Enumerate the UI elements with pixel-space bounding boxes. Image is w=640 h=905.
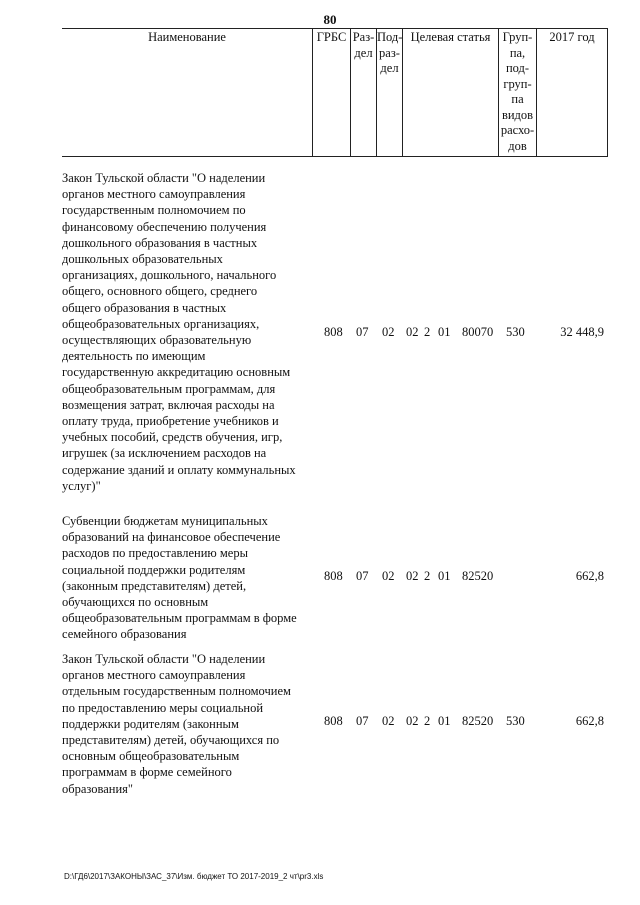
- header-podrazdel-cell: [376, 28, 402, 156]
- header-target-cell: [402, 28, 498, 156]
- row-1-line: дошкольных образовательных: [62, 252, 223, 267]
- row-1-grbs: 808: [324, 325, 343, 339]
- row-2-grbs: 808: [324, 569, 343, 583]
- header-name-cell: [62, 28, 312, 156]
- row-3-grbs: 808: [324, 714, 343, 728]
- row-3-razdel: 07: [356, 714, 369, 728]
- row-1-podrazdel: 02: [382, 325, 395, 339]
- row-1-line: финансовому обеспечению получения: [62, 219, 267, 234]
- row-1-line: государственную аккредитацию основным: [62, 365, 291, 380]
- header-group-cell: [498, 28, 536, 156]
- row-1-line: общего образования в частных: [62, 300, 227, 315]
- row-1-name: [62, 170, 310, 494]
- row-2-line: общеобразовательным программам в форме: [62, 611, 297, 626]
- row-3-podrazdel: 02: [382, 714, 395, 728]
- row-1-line: оплату труда, приобретение учебников и: [62, 414, 279, 429]
- row-3-line: Закон Тульской области "О наделении: [62, 652, 266, 666]
- header-year-cell: [536, 28, 608, 156]
- header-razdel-1: Раз-: [352, 30, 375, 44]
- row-3-cs1: 02: [406, 714, 419, 728]
- table-row: [62, 651, 612, 801]
- row-3-line: представителям) детей, обучающихся по: [62, 733, 280, 748]
- row-1-line: органов местного самоуправления: [62, 187, 246, 202]
- table-row: [62, 513, 612, 643]
- header-grbs: ГРБС: [316, 30, 347, 44]
- row-3-cs2: 2: [424, 714, 431, 728]
- row-1-line: деятельность по имеющим: [62, 349, 206, 364]
- row-1-cs1: 02: [406, 325, 419, 339]
- row-2-razdel: 07: [356, 569, 369, 583]
- row-2-cs3: 01: [438, 569, 451, 583]
- row-1-line: общего, основного общего, среднего: [62, 284, 258, 299]
- row-2-line: (законным представителям) детей,: [62, 578, 247, 593]
- row-3-cs3: 01: [438, 714, 451, 728]
- row-1-amount: 32 448,9: [560, 325, 604, 339]
- row-3-cs4: 82520: [462, 714, 494, 728]
- header-group-7: расхо-: [500, 123, 535, 137]
- row-3-amount: 662,8: [575, 714, 604, 728]
- row-2-podrazdel: 02: [382, 569, 395, 583]
- row-2-line: образований на финансовое обеспечение: [62, 530, 281, 545]
- header-group-5: па: [511, 92, 524, 106]
- header-target: Целевая статья: [410, 30, 491, 44]
- row-1-line: игрушек (за исключением расходов на: [62, 446, 267, 461]
- header-group-1: Груп-: [502, 30, 533, 44]
- row-2-amount: 662,8: [575, 569, 604, 583]
- row-3-line: отдельным государственным полномочием: [62, 684, 291, 699]
- page-number: 80: [323, 12, 337, 27]
- row-2-cs2: 2: [424, 569, 431, 583]
- header-group-8: дов: [508, 138, 527, 153]
- header-podrazdel-1: Под-: [377, 30, 403, 44]
- header-bottom-border: [62, 156, 608, 157]
- header-group-3: под-: [505, 61, 530, 75]
- row-1-line: Закон Тульской области "О наделении: [62, 171, 266, 185]
- row-2-cs1: 02: [406, 569, 419, 583]
- row-2-cs4: 82520: [462, 569, 494, 583]
- table-header: [62, 28, 608, 156]
- header-group-6: видов: [501, 107, 534, 122]
- table-row: [62, 170, 612, 500]
- row-1-razdel: 07: [356, 325, 369, 339]
- row-2-line: Субвенции бюджетам муниципальных: [62, 514, 268, 528]
- row-1-line: осуществляющих образовательную: [62, 333, 252, 348]
- row-1-line: организациях, дошкольного, начального: [62, 268, 277, 283]
- row-3-line: органов местного самоуправления: [62, 668, 246, 683]
- row-2-line: расходов по предоставлению меры: [62, 546, 248, 561]
- row-1-line: общеобразовательным программам, для: [62, 381, 276, 396]
- row-1-line: возмещения затрат, включая расходы на: [62, 397, 275, 412]
- header-razdel-cell: [350, 28, 376, 156]
- row-1-cs2: 2: [424, 325, 431, 339]
- row-1-cs3: 01: [438, 325, 451, 339]
- row-3-line: по предоставлению меры социальной: [62, 700, 264, 715]
- header-podrazdel-3: дел: [380, 61, 399, 75]
- row-1-group: 530: [506, 325, 525, 339]
- row-3-line: поддержки родителям (законным: [62, 716, 239, 731]
- row-1-line: учебных пособий, средств обучения, игр,: [62, 430, 283, 445]
- row-1-line: содержание зданий и оплату коммунальных: [62, 462, 296, 477]
- header-group-2: па,: [509, 45, 526, 60]
- row-2-line: семейного образования: [62, 627, 187, 642]
- row-1-line: услуг)": [62, 478, 101, 493]
- row-1-line: государственным полномочием по: [62, 203, 246, 218]
- footer-file-path: D:\ГД6\2017\ЗАКОНЫ\ЗАС_37\Изм. бюджет ТО 2017-2019_2 чт\pr3.xls: [64, 872, 324, 881]
- row-3-line: основным общеобразовательным: [62, 749, 240, 764]
- row-2-name: [62, 513, 310, 643]
- header-razdel-2: дел: [354, 45, 373, 60]
- row-2-line: социальной поддержки родителям: [62, 562, 246, 577]
- row-1-cs4: 80070: [462, 325, 494, 339]
- header-name: Наименование: [148, 30, 226, 44]
- row-2-line: обучающихся по основным: [62, 595, 209, 610]
- row-1-line: дошкольного образования в частных: [62, 235, 258, 250]
- row-3-name: [62, 651, 310, 797]
- header-group-4: груп-: [503, 76, 532, 91]
- header-podrazdel-2: раз-: [379, 45, 400, 60]
- header-grbs-cell: [312, 28, 350, 156]
- row-3-line: образования": [62, 781, 134, 796]
- row-3-group: 530: [506, 714, 525, 728]
- header-year: 2017 год: [549, 30, 595, 44]
- row-3-line: программам в форме семейного: [62, 765, 232, 780]
- row-1-line: общеобразовательных организациях,: [62, 316, 260, 331]
